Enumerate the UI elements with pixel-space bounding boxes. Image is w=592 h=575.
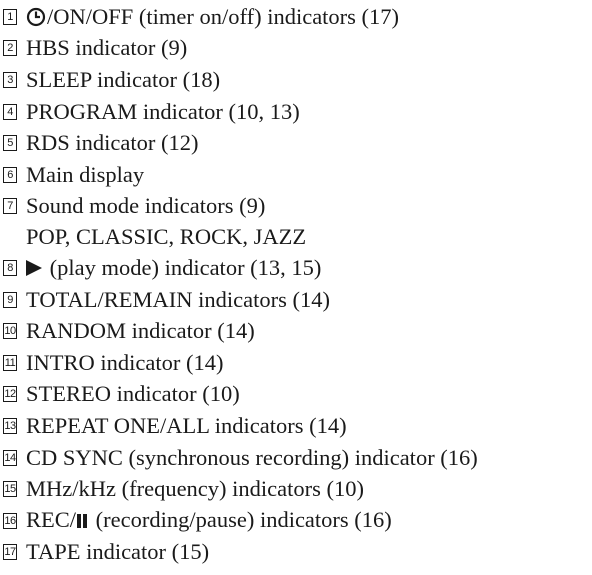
indicator-legend-list bbox=[0, 1, 592, 568]
item-label: (recording/pause) indicators (16) bbox=[90, 507, 392, 533]
play-icon bbox=[26, 260, 42, 276]
item-label-prefix: REC/ bbox=[26, 507, 77, 533]
item-label: STEREO indicator (10) bbox=[26, 381, 240, 407]
list-item bbox=[0, 252, 592, 284]
item-number: 4 bbox=[3, 104, 17, 120]
item-number: 10 bbox=[4, 325, 16, 338]
item-number: 1 bbox=[3, 9, 17, 25]
item-number: 12 bbox=[4, 388, 16, 401]
item-label: CD SYNC (synchronous recording) indicator (16) bbox=[26, 444, 478, 470]
clock-icon bbox=[26, 7, 46, 27]
list-item bbox=[0, 127, 592, 159]
item-number: 13 bbox=[4, 419, 16, 432]
item-label: HBS indicator (9) bbox=[26, 35, 188, 61]
list-item bbox=[0, 347, 592, 379]
item-number: 2 bbox=[3, 40, 17, 56]
item-label: SLEEP indicator (18) bbox=[26, 66, 221, 92]
list-item bbox=[0, 379, 592, 411]
list-item bbox=[0, 1, 592, 33]
item-label: INTRO indicator (14) bbox=[26, 349, 224, 375]
item-number: 9 bbox=[3, 292, 17, 308]
item-number: 11 bbox=[4, 356, 16, 369]
list-item bbox=[0, 33, 592, 65]
item-label: PROGRAM indicator (10, 13) bbox=[26, 98, 300, 124]
list-item bbox=[0, 96, 592, 128]
list-item bbox=[0, 64, 592, 96]
item-label: MHz/kHz (frequency) indicators (10) bbox=[26, 476, 364, 502]
item-label: TAPE indicator (15) bbox=[26, 539, 210, 565]
list-item bbox=[0, 315, 592, 347]
list-item bbox=[0, 505, 592, 537]
pause-icon bbox=[77, 508, 89, 534]
item-label: (play mode) indicator (13, 15) bbox=[44, 254, 322, 280]
item-number: 15 bbox=[4, 483, 16, 496]
list-item bbox=[0, 410, 592, 442]
item-label: Main display bbox=[26, 161, 145, 187]
item-label: Sound mode indicators (9) bbox=[26, 193, 266, 219]
item-number: 3 bbox=[3, 72, 17, 88]
item-number: 16 bbox=[4, 514, 16, 527]
item-label: RANDOM indicator (14) bbox=[26, 318, 255, 344]
item-number: 17 bbox=[4, 546, 16, 559]
item-number: 8 bbox=[3, 260, 17, 276]
list-item bbox=[0, 473, 592, 505]
item-number: 14 bbox=[4, 451, 16, 464]
list-item bbox=[0, 537, 592, 569]
item-label: TOTAL/REMAIN indicators (14) bbox=[26, 286, 330, 312]
list-item bbox=[0, 442, 592, 474]
list-item-continuation bbox=[0, 222, 592, 252]
sound-mode-values: POP, CLASSIC, ROCK, JAZZ bbox=[26, 224, 307, 250]
list-item bbox=[0, 284, 592, 316]
item-label: /ON/OFF (timer on/off) indicators (17) bbox=[47, 3, 400, 29]
item-number: 5 bbox=[3, 135, 17, 151]
list-item bbox=[0, 191, 592, 223]
item-label: RDS indicator (12) bbox=[26, 130, 199, 156]
item-number: 6 bbox=[3, 167, 17, 183]
list-item bbox=[0, 159, 592, 191]
item-number: 7 bbox=[3, 198, 17, 214]
item-label: REPEAT ONE/ALL indicators (14) bbox=[26, 412, 347, 438]
